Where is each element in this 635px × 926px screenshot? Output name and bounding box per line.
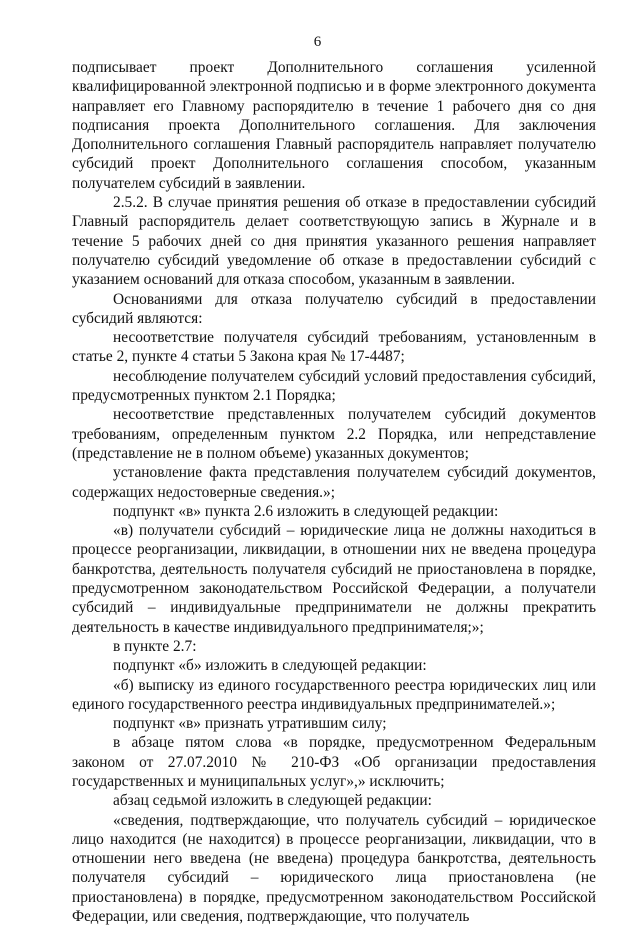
paragraph-16: «сведения, подтверждающие, что получатель субсидий – юридическое лицо находится (не находится) в процессе реорганизации, ликвидации, что в отношении него введена (не введена) процедура банкротства, деятельность получателя субсидий – юридического лица приостановлена (не приостановлена) в порядке, предусмотренном законодательством Российской Федерации, или сведения, подтверждающие, что получатель [72,811,596,926]
page-number: 6 [313,34,322,50]
paragraph-4: несоответствие получателя субсидий требованиям, установленным в статье 2, пункте 4 статьи 5 Закона края № 17-4487; [72,329,596,366]
paragraph-5: несоблюдение получателем субсидий условий предоставления субсидий, предусмотренных пунктом 2.1 Порядка; [72,367,596,405]
paragraph-8: подпункт «в» пункта 2.6 изложить в следующей редакции: [113,502,499,520]
paragraph-14: в абзаце пятом слова «в порядке, предусмотренном Федеральным законом от 27.07.2010 № 210-ФЗ «Об организации предоставления государственных и муниципальных услуг»,» исключить; [72,734,596,790]
paragraph-6: несоответствие представленных получателем субсидий документов требованиям, определенным пунктом 2.2 Порядка, или непредставление (представление не в полном объеме) указанных документов; [72,406,596,462]
document-body [72,58,596,926]
paragraph-2: 2.5.2. В случае принятия решения об отказе в предоставлении субсидий Главный распорядитель делает соответствующую запись в Журнале и в течение 5 рабочих дней со дня принятия указанного решения направляет получателю субсидий уведомление об отказе в предоставлении субсидий с указанием оснований для отказа способом, указанным в заявлении. [72,194,596,289]
paragraph-7: установление факта представления получателем субсидий документов, содержащих недостоверные сведения.»; [72,464,596,501]
paragraph-1: подписывает проект Дополнительного соглашения усиленной квалифицированной электронной подписью и в форме электронного документа направляет его Главному распорядителю в течение 1 рабочего дня со дня подписания проекта Дополнительного соглашения. Для заключения Дополнительного соглашения Главный распорядитель направляет получателю субсидий проект Дополнительного соглашения способом, указанным получателем субсидий в заявлении. [72,59,596,192]
paragraph-11: подпункт «б» изложить в следующей редакции: [113,657,427,675]
paragraph-13: подпункт «в» признать утратившим силу; [113,715,387,733]
paragraph-9: «в) получатели субсидий – юридические лица не должны находиться в процессе реорганизации, ликвидации, в отношении них не введена процедура банкротства, деятельность получателя субсидий не приостановлена в порядке, предусмотренном законодательством Российской Федерации, а получатели субсидий – индивидуальные предприниматели не должны прекратить деятельность в качестве индивидуального предпринимателя;»; [72,522,596,636]
paragraph-3: Основаниями для отказа получателю субсидий в предоставлении субсидий являются: [72,290,596,327]
paragraph-10: в пункте 2.7: [113,637,197,655]
paragraph-15: абзац седьмой изложить в следующей редакции: [113,792,432,810]
paragraph-12: «б) выписку из единого государственного реестра юридических лиц или единого государственного реестра индивидуальных предпринимателей.»; [72,676,596,713]
